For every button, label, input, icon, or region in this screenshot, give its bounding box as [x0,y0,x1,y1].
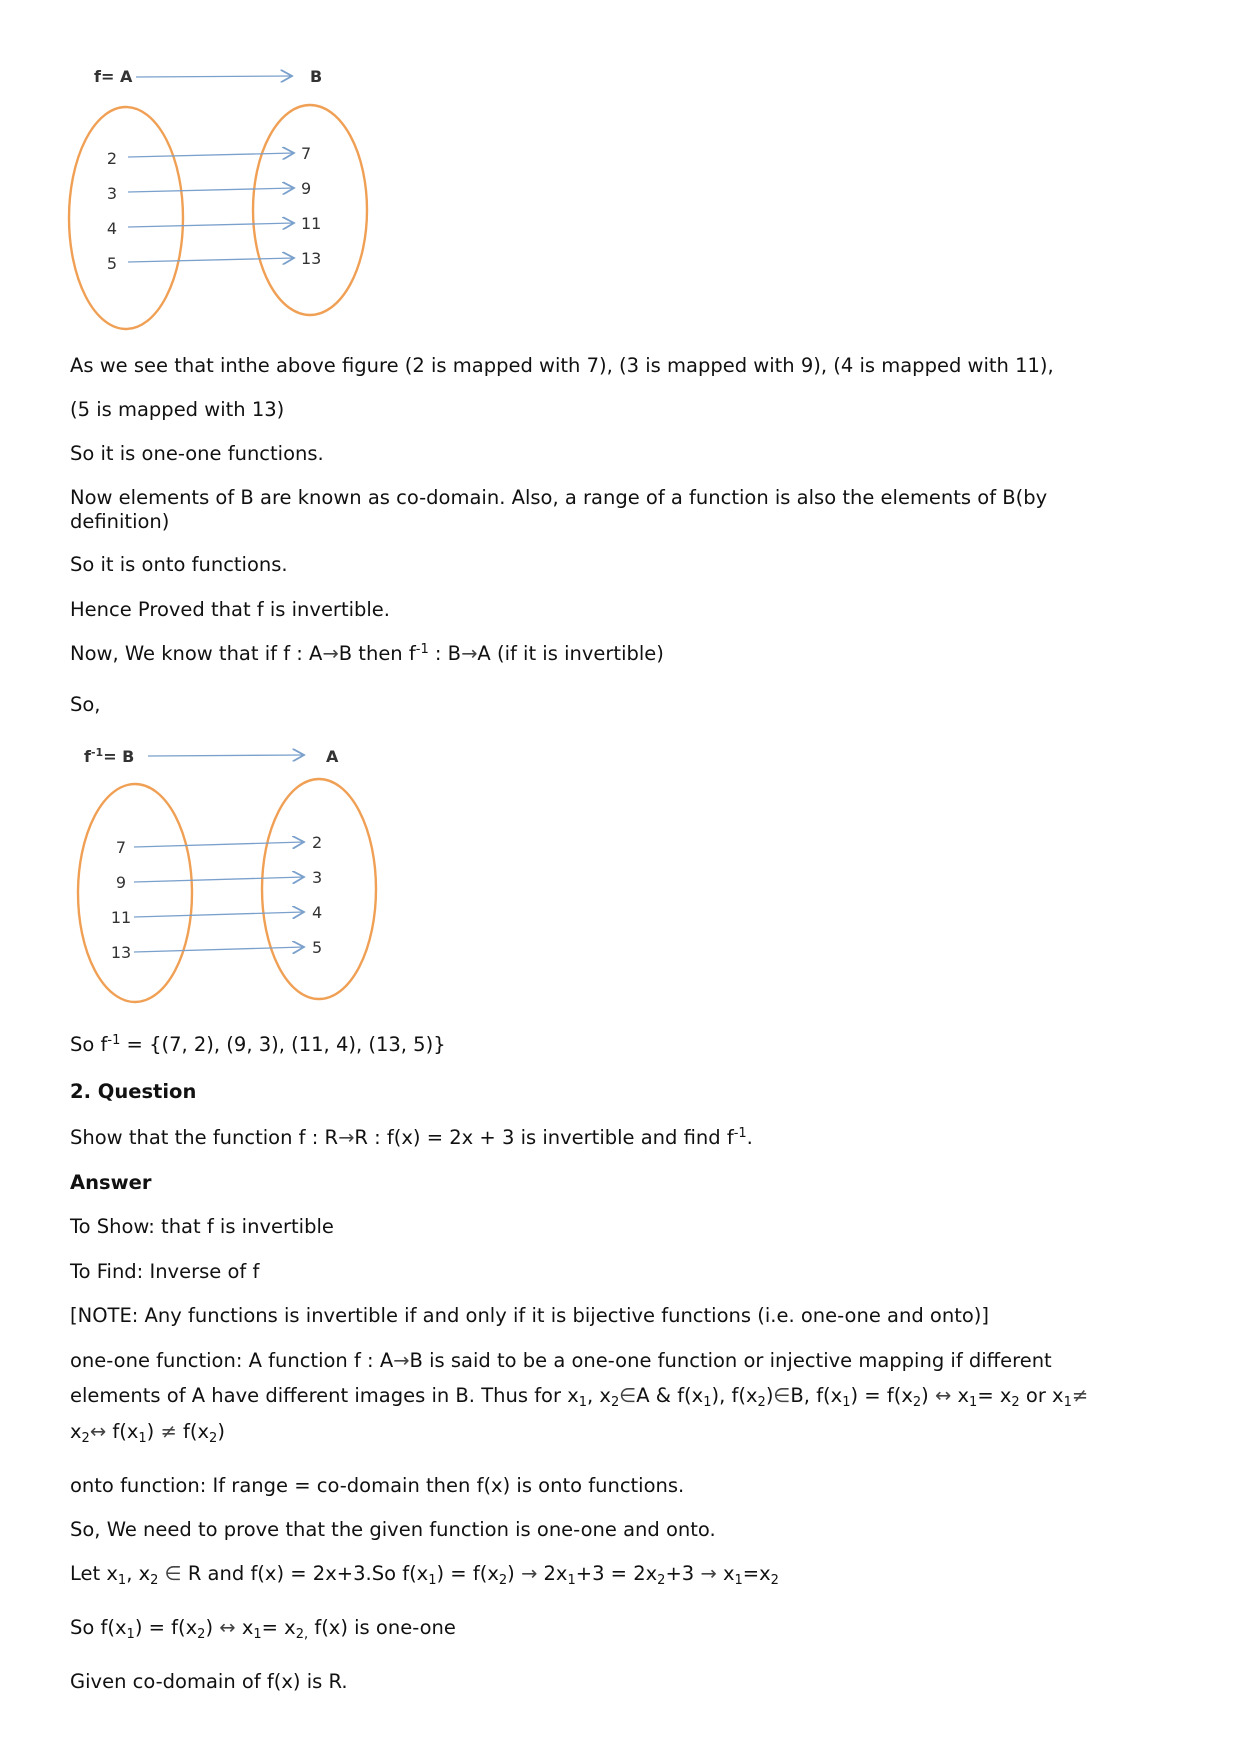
d2-mapping-arrow [134,842,304,847]
paragraph-one-one-def-2: elements of A have different images in B. Thus for $x_1$, $x_2\in A$ & $f(x_1)$, $f(x_2)\in B$, $f(x_1) = f(x_2)$ ↔ $x_1= x_2$ or $x_1\ne$ [70,1384,1089,1410]
d2-domain-item: 7 [115,838,127,857]
question-text: Show that the function f : R→R : f(x) = 2x + 3 is invertible and find $f^{-1}$. [70,1126,753,1149]
d1-domain-item: 3 [106,184,118,203]
paragraph-so-one-one: So $f(x_1) = f(x_2)$ ↔ $x_1= x_{2,}$ f(x) is one-one [70,1616,456,1642]
mapping-diagram-f-svg [60,62,390,342]
paragraph-given-codomain: Given co-domain of f(x) is R. [70,1670,348,1693]
diagram2-domain-labels [111,838,131,962]
paragraph-onto-def: onto function: If range = co-domain then f(x) is onto functions. [70,1474,685,1497]
diagram2-label-left: $f^{-1}= B$ [84,746,135,766]
diagram2-domain-ellipse [78,784,192,1002]
diagram1-codomain-ellipse [253,105,367,315]
d1-codomain-item: 13 [301,249,322,268]
d2-domain-item: 11 [110,908,132,927]
d1-codomain-item: 11 [301,214,322,233]
diagram2-label-right: A [326,747,339,766]
paragraph-proved: Hence Proved that f is invertible. [70,598,391,621]
d2-codomain-item: 2 [312,833,323,852]
d1-domain-item: 5 [106,254,118,273]
d2-codomain-item: 4 [312,903,323,922]
d2-mapping-arrow [134,912,304,917]
paragraph-onto: So it is onto functions. [70,553,288,576]
d1-codomain-item: 9 [301,179,312,198]
d1-mapping-arrow [128,188,294,192]
diagram2-codomain-ellipse [262,779,376,999]
diagram1-codomain-labels [301,144,321,268]
question-heading: 2. Question [70,1080,197,1103]
diagram1-domain-ellipse [69,107,183,329]
d2-domain-item: 9 [115,873,127,892]
diagram1-top-arrow [136,76,292,77]
mapping-diagram-f-inverse [68,738,398,1018]
paragraph-mapping-description-cont: (5 is mapped with 13) [70,398,285,421]
paragraph-to-show: To Show: that f is invertible [70,1215,334,1238]
d1-domain-item: 4 [106,219,118,238]
d1-mapping-arrow [128,153,294,157]
paragraph-one-one-def-1: one-one function: A function f : A→B is said to be a one-one function or injective mapping if different [70,1349,1052,1372]
d1-codomain-item: 7 [301,144,312,163]
mapping-diagram-f [60,62,390,342]
paragraph-inverse-definition: Now, We know that if f : A→B then $f^{-1}$ : B→A (if it is invertible) [70,642,664,665]
diagram2-codomain-labels [312,833,322,957]
d2-mapping-arrow [134,877,304,882]
d1-domain-item: 2 [106,149,118,168]
paragraph-need-prove: So, We need to prove that the given function is one-one and onto. [70,1518,716,1541]
paragraph-one-one: So it is one-one functions. [70,442,324,465]
diagram1-label-right: B [310,67,323,86]
paragraph-inverse-result: So $f^{-1} = \{(7$, 2), (9, 3), (11, 4), (13, 5)} [70,1033,446,1056]
diagram2-mapping-arrows [134,842,304,952]
diagram2-top-arrow [148,755,304,756]
paragraph-note: [NOTE: Any functions is invertible if and only if it is bijective functions (i.e. one-one and onto)] [70,1304,989,1327]
paragraph-so: So, [70,693,101,716]
d1-mapping-arrow [128,258,294,262]
diagram1-label-left: f= A [94,67,133,86]
d1-mapping-arrow [128,223,294,227]
d2-codomain-item: 3 [312,868,323,887]
d2-domain-item: 13 [110,943,132,962]
paragraph-let: Let $x_1$, $x_2$ ∈ R and f(x) = 2x+3.So $f(x_1) = f(x_2) \to 2x_1+3 = 2x_2+3 \to x_1=x_2$ [70,1562,779,1588]
paragraph-to-find: To Find: Inverse of f [70,1260,260,1283]
diagram1-mapping-arrows [128,153,294,262]
d2-codomain-item: 5 [312,938,323,957]
diagram1-domain-labels [107,149,117,273]
paragraph-one-one-def-3: $x_2\leftrightarrow$ $f(x_1) \ne f(x_2)$ [70,1420,225,1446]
answer-heading: Answer [70,1171,152,1194]
mapping-diagram-f-inverse-svg [68,738,398,1018]
d2-mapping-arrow [134,947,304,952]
paragraph-mapping-description: As we see that inthe above figure (2 is mapped with 7), (3 is mapped with 9), (4 is mapped with 11), [70,354,1054,377]
paragraph-codomain: Now elements of B are known as co-domain. Also, a range of a function is also the elements of B(by definition) [70,486,1048,533]
